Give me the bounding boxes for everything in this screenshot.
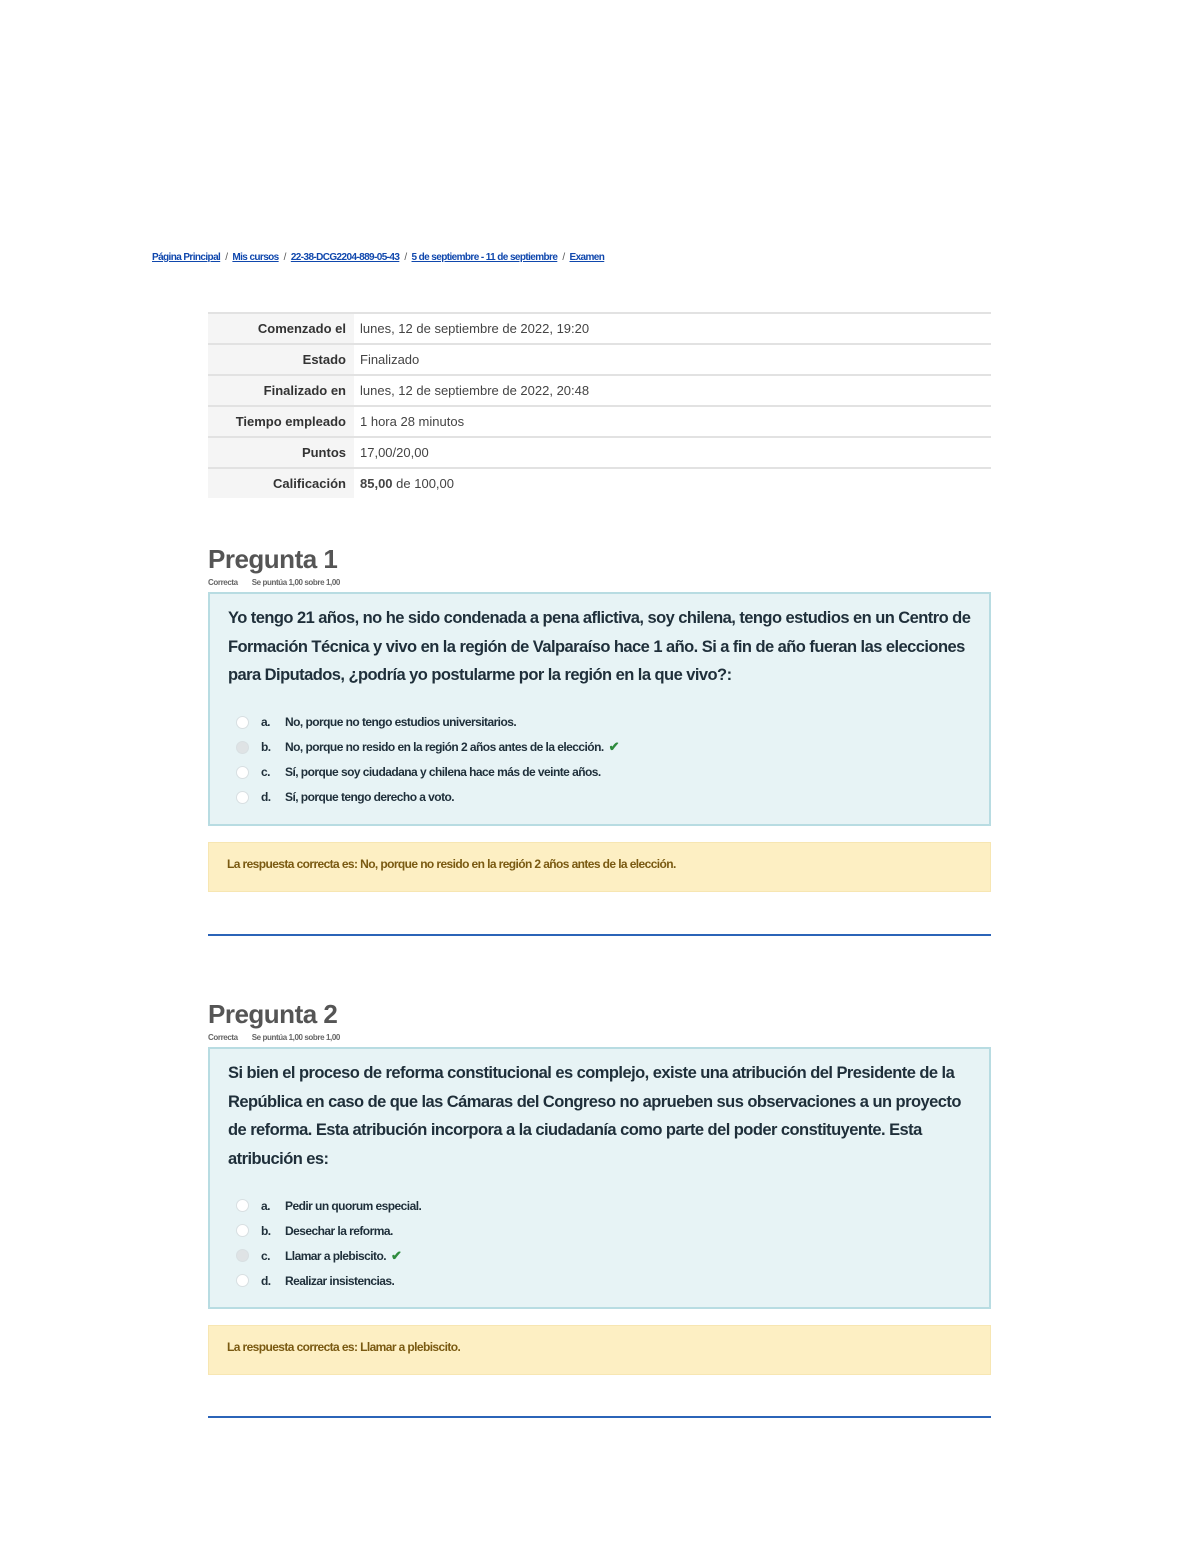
breadcrumb-separator: / [283, 252, 286, 263]
question-grade: Se puntúa 1,00 sobre 1,00 [251, 578, 340, 587]
summary-value [354, 468, 991, 498]
summary-value: lunes, 12 de septiembre de 2022, 19:20 [354, 313, 991, 344]
option-text: No, porque no resido en la región 2 años antes de la elección. [285, 740, 604, 754]
question-divider [208, 934, 991, 936]
question-divider [208, 1416, 991, 1418]
summary-row-finished [208, 375, 991, 406]
breadcrumb-my-courses-link[interactable]: Mis cursos [232, 252, 279, 263]
grade-total: de 100,00 [392, 476, 454, 491]
question-text: Si bien el proceso de reforma constitucional es complejo, existe una atribución del Presidente de la República en caso de que las Cámaras del Congreso no aprueben sus observaciones a un proyecto de reforma. Esta atribución incorpora a la ciudadanía como parte del poder constituyente. Esta atribución es: [228, 1064, 961, 1168]
question-title: Pregunta 1 [208, 544, 338, 574]
question-content [208, 1047, 991, 1309]
summary-value: 17,00/20,00 [354, 437, 991, 468]
option-letter: b. [261, 1223, 271, 1238]
answer-option-b[interactable] [228, 735, 971, 760]
question-status: Correcta [208, 1033, 238, 1042]
option-letter: a. [261, 715, 270, 729]
breadcrumb-separator: / [225, 252, 228, 263]
correct-answer-feedback: La respuesta correcta es: No, porque no resido en la región 2 años antes de la elección. [208, 842, 991, 892]
attempt-summary-table [208, 312, 991, 498]
question-title: Pregunta 2 [208, 999, 338, 1029]
radio-button[interactable] [236, 791, 249, 804]
radio-button-selected[interactable] [236, 1249, 249, 1262]
radio-button[interactable] [236, 716, 249, 729]
option-text: Realizar insistencias. [285, 1273, 395, 1288]
breadcrumb-course-link[interactable]: 22-38-DCG2204-889-05-43 [290, 252, 400, 263]
summary-label: Comenzado el [208, 313, 354, 344]
summary-label: Tiempo empleado [208, 406, 354, 437]
question-content [208, 592, 991, 826]
summary-row-started [208, 313, 991, 344]
correct-answer-feedback: La respuesta correcta es: Llamar a plebiscito. [208, 1325, 991, 1375]
question-info [208, 578, 991, 588]
summary-value: lunes, 12 de septiembre de 2022, 20:48 [354, 375, 991, 406]
radio-button-selected[interactable] [236, 741, 249, 754]
summary-label: Calificación [208, 468, 354, 498]
answer-option-d[interactable] [228, 785, 971, 810]
breadcrumb-separator: / [562, 252, 565, 263]
summary-row-time-taken [208, 406, 991, 437]
option-text: Sí, porque tengo derecho a voto. [285, 790, 455, 804]
summary-label: Puntos [208, 437, 354, 468]
option-letter: c. [261, 1248, 270, 1263]
answer-option-a[interactable] [228, 710, 971, 735]
summary-row-state [208, 344, 991, 375]
question-2 [208, 999, 991, 1375]
breadcrumb-week-link[interactable]: 5 de septiembre - 11 de septiembre [411, 252, 558, 263]
radio-button[interactable] [236, 766, 249, 779]
answer-option-b[interactable] [228, 1218, 971, 1243]
radio-button[interactable] [236, 1199, 249, 1212]
summary-label: Estado [208, 344, 354, 375]
option-text: Pedir un quorum especial. [285, 1198, 422, 1213]
grade-value: 85,00 [360, 476, 393, 491]
breadcrumb [152, 252, 604, 263]
summary-label: Finalizado en [208, 375, 354, 406]
breadcrumb-home-link[interactable]: Página Principal [152, 252, 221, 263]
option-text: Llamar a plebiscito. [285, 1248, 387, 1263]
option-text: No, porque no tengo estudios universitarios. [285, 715, 517, 729]
question-info [208, 1033, 991, 1043]
question-text: Yo tengo 21 años, no he sido condenada a pena aflictiva, soy chilena, tengo estudios en un Centro de Formación Técnica y vivo en la región de Valparaíso hace 1 año. Si a fin de año fueran las elecciones para Diputados, ¿podría yo postularme por la región en la que vivo?: [228, 609, 971, 684]
summary-value: 1 hora 28 minutos [354, 406, 991, 437]
option-letter: d. [261, 790, 271, 804]
radio-button[interactable] [236, 1274, 249, 1287]
answer-option-d[interactable] [228, 1268, 971, 1293]
check-icon: ✔ [391, 1247, 402, 1263]
option-text: Desechar la reforma. [285, 1223, 393, 1238]
answer-option-c[interactable] [228, 1243, 971, 1268]
summary-value: Finalizado [354, 344, 991, 375]
option-letter: a. [261, 1198, 270, 1213]
radio-button[interactable] [236, 1224, 249, 1237]
question-status: Correcta [208, 578, 238, 587]
summary-row-grade [208, 468, 991, 498]
answer-option-c[interactable] [228, 760, 971, 785]
question-grade: Se puntúa 1,00 sobre 1,00 [251, 1033, 340, 1042]
option-letter: b. [261, 740, 271, 754]
question-1 [208, 544, 991, 892]
option-text: Sí, porque soy ciudadana y chilena hace más de veinte años. [285, 765, 601, 779]
option-letter: c. [261, 765, 270, 779]
breadcrumb-separator: / [404, 252, 407, 263]
summary-row-points [208, 437, 991, 468]
breadcrumb-exam-link[interactable]: Examen [569, 252, 605, 263]
check-icon: ✔ [608, 739, 619, 754]
answer-option-a[interactable] [228, 1193, 971, 1218]
option-letter: d. [261, 1273, 271, 1288]
